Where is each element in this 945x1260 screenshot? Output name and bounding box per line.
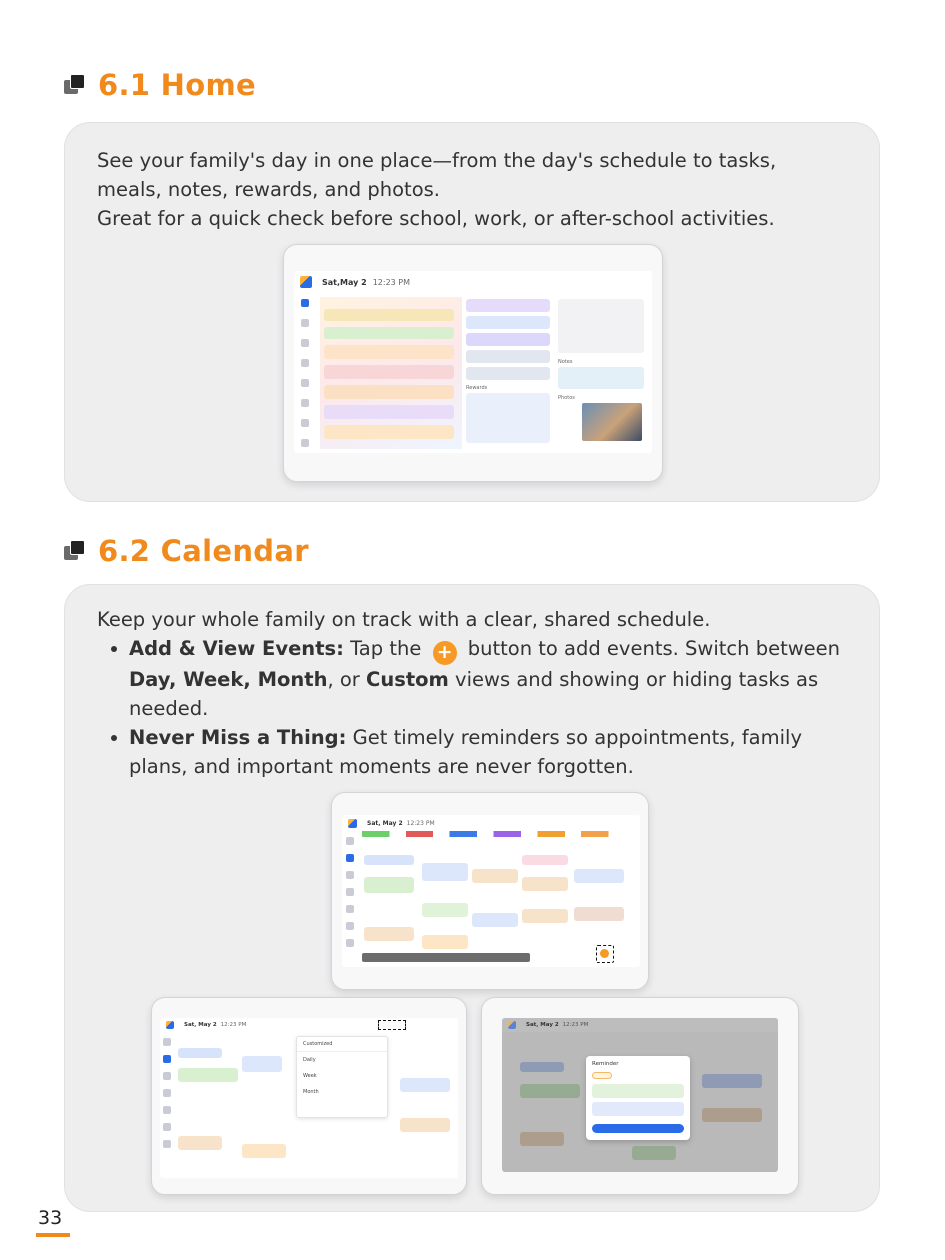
app-logo-icon <box>166 1021 174 1029</box>
section-marker-icon <box>64 540 86 562</box>
section-title: 6.2 Calendar <box>98 534 309 568</box>
screen-time: 12:23 PM <box>372 277 411 287</box>
screen-date: Sat, May 2 <box>184 1022 217 1028</box>
view-option-week[interactable]: Week <box>303 1073 317 1079</box>
reminder-title: Reminder <box>592 1061 619 1067</box>
hint-bar <box>362 953 530 962</box>
page-number-underline <box>36 1233 70 1237</box>
view-option-customized[interactable]: Customized <box>297 1037 387 1052</box>
add-icon <box>600 949 609 958</box>
screen-date: Sat, May 2 <box>526 1022 559 1028</box>
view-option-daily[interactable]: Daily <box>303 1057 316 1063</box>
reminder-confirm-button[interactable] <box>592 1124 684 1133</box>
reminder-dialog <box>586 1056 690 1140</box>
custom-view-toggle[interactable] <box>378 1020 406 1030</box>
calendar-screenshot-reminder <box>481 997 799 1195</box>
screen-date: Sat, May 2 <box>367 819 403 827</box>
app-logo-icon <box>508 1021 516 1029</box>
app-logo-icon <box>348 819 357 828</box>
rewards-label: Rewards <box>466 385 488 391</box>
home-screenshot <box>283 244 663 482</box>
notes-label: Notes <box>558 359 573 365</box>
bullet-never-miss: Never Miss a Thing: Get timely reminders so appointments, family plans, and important moments are never forgotten. <box>97 723 857 781</box>
screen-date: Sat,May 2 <box>322 277 367 287</box>
screen-time: 12:23 PM <box>406 819 435 827</box>
screen-time: 12:23 PM <box>220 1022 247 1028</box>
calendar-card <box>64 584 880 1212</box>
home-card <box>64 122 880 502</box>
home-text-line: meals, notes, rewards, and photos. <box>97 178 440 201</box>
home-text-line: See your family's day in one place—from the day's schedule to tasks, <box>97 149 777 172</box>
section-heading-calendar <box>64 534 309 568</box>
photos-label: Photos <box>558 395 575 401</box>
screen-time: 12:23 PM <box>562 1022 589 1028</box>
calendar-intro: Keep your whole family on track with a clear, shared schedule. <box>97 608 711 631</box>
calendar-screenshot-main <box>331 792 649 990</box>
home-text-line: Great for a quick check before school, work, or after-school activities. <box>97 207 775 230</box>
view-option-month[interactable]: Month <box>303 1089 319 1095</box>
section-heading-home <box>64 68 256 102</box>
add-button-icon: + <box>433 641 457 665</box>
view-menu <box>296 1036 388 1118</box>
page-number: 33 <box>38 1207 63 1229</box>
section-marker-icon <box>64 74 86 96</box>
screen-sidebar <box>294 293 316 453</box>
schedule-column <box>320 297 462 449</box>
calendar-screenshot-views <box>151 997 467 1195</box>
section-title: 6.1 Home <box>98 68 256 102</box>
bullet-add-view-events: Add & View Events: Tap the + button to add events. Switch between Day, Week, Month, or Custom views and showing or hiding tasks as needed. <box>97 634 857 723</box>
right-column <box>558 291 648 447</box>
add-event-button[interactable] <box>596 945 614 963</box>
app-logo-icon <box>300 276 312 288</box>
family-photo <box>582 403 642 441</box>
tasks-column <box>466 291 554 447</box>
